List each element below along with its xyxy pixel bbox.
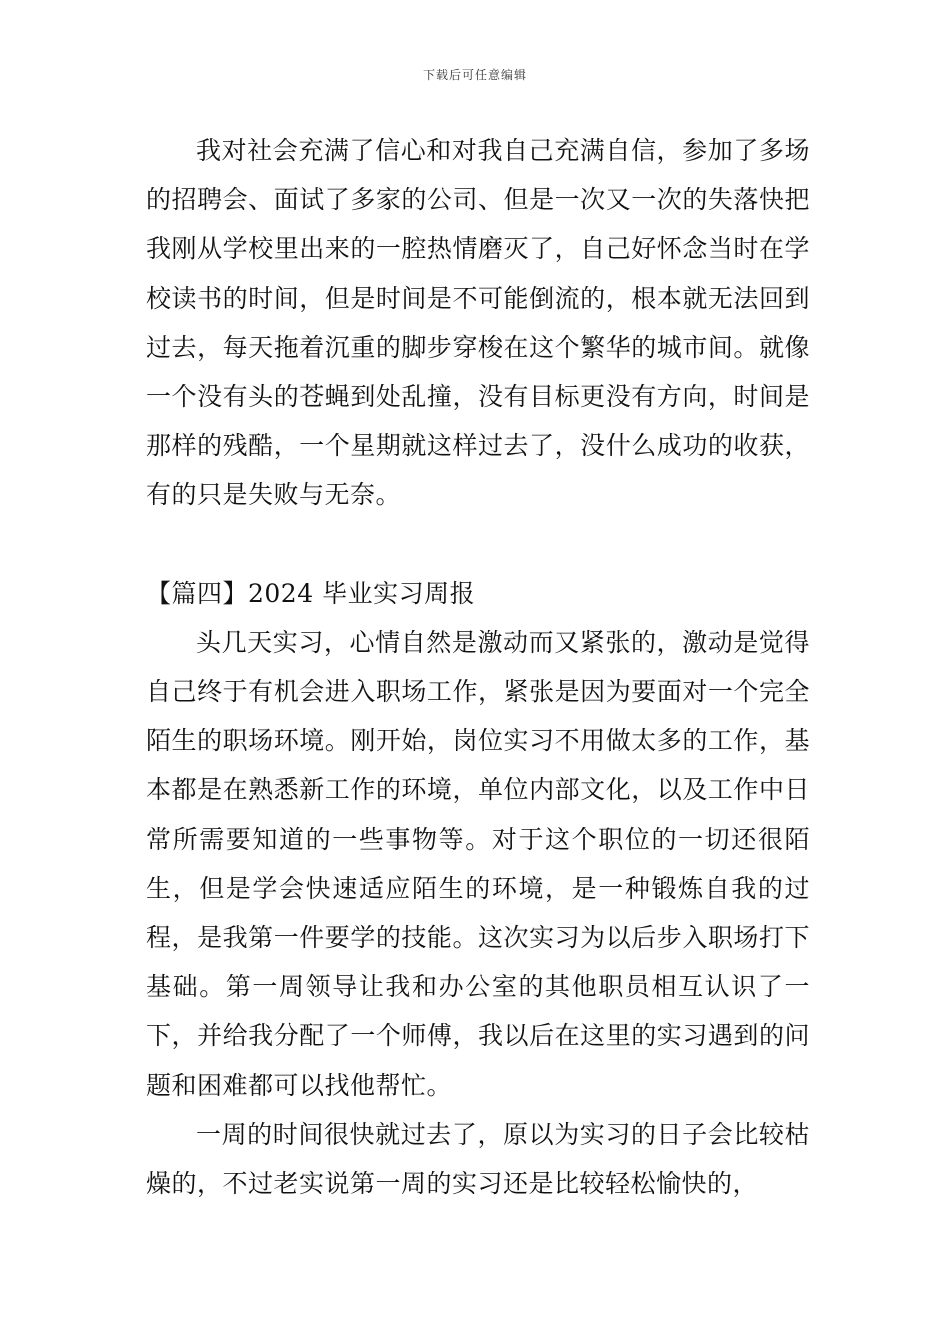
paragraph-first-days: 头几天实习，心情自然是激动而又紧张的，激动是觉得自己终于有机会进入职场工作，紧张是因为要面对一个完全陌生的职场环境。刚开始，岗位实习不用做太多的工作，基本都是在熟悉新工作的环境，单位内部文化，以及工作中日常所需要知道的一些事物等。对于这个职位的一切还很陌生，但是学会快速适应陌生的环境，是一种锻炼自我的过程，是我第一件要学的技能。这次实习为以后步入职场打下基础。第一周领导让我和办公室的其他职员相互认识了一下，并给我分配了一个师傅，我以后在这里的实习遇到的问题和困难都可以找他帮忙。 [146,627,810,1100]
paragraph-first-week: 一周的时间很快就过去了，原以为实习的日子会比较枯燥的，不过老实说第一周的实习还是比较轻松愉快的， [146,1119,810,1199]
section-title: 【篇四】2024 毕业实习周报 [146,578,476,608]
document-body [146,126,810,1208]
page-header-note: 下载后可任意编辑 [422,68,527,82]
paragraph-job-search: 我对社会充满了信心和对我自己充满自信，参加了多场的招聘会、面试了多家的公司、但是一次又一次的失落快把我刚从学校里出来的一腔热情磨灭了，自己好怀念当时在学校读书的时间，但是时间是不可能倒流的，根本就无法回到过去，每天拖着沉重的脚步穿梭在这个繁华的城市间。就像一个没有头的苍蝇到处乱撞，没有目标更没有方向，时间是那样的残酷，一个星期就这样过去了，没什么成功的收获，有的只是失败与无奈。 [146,136,810,510]
